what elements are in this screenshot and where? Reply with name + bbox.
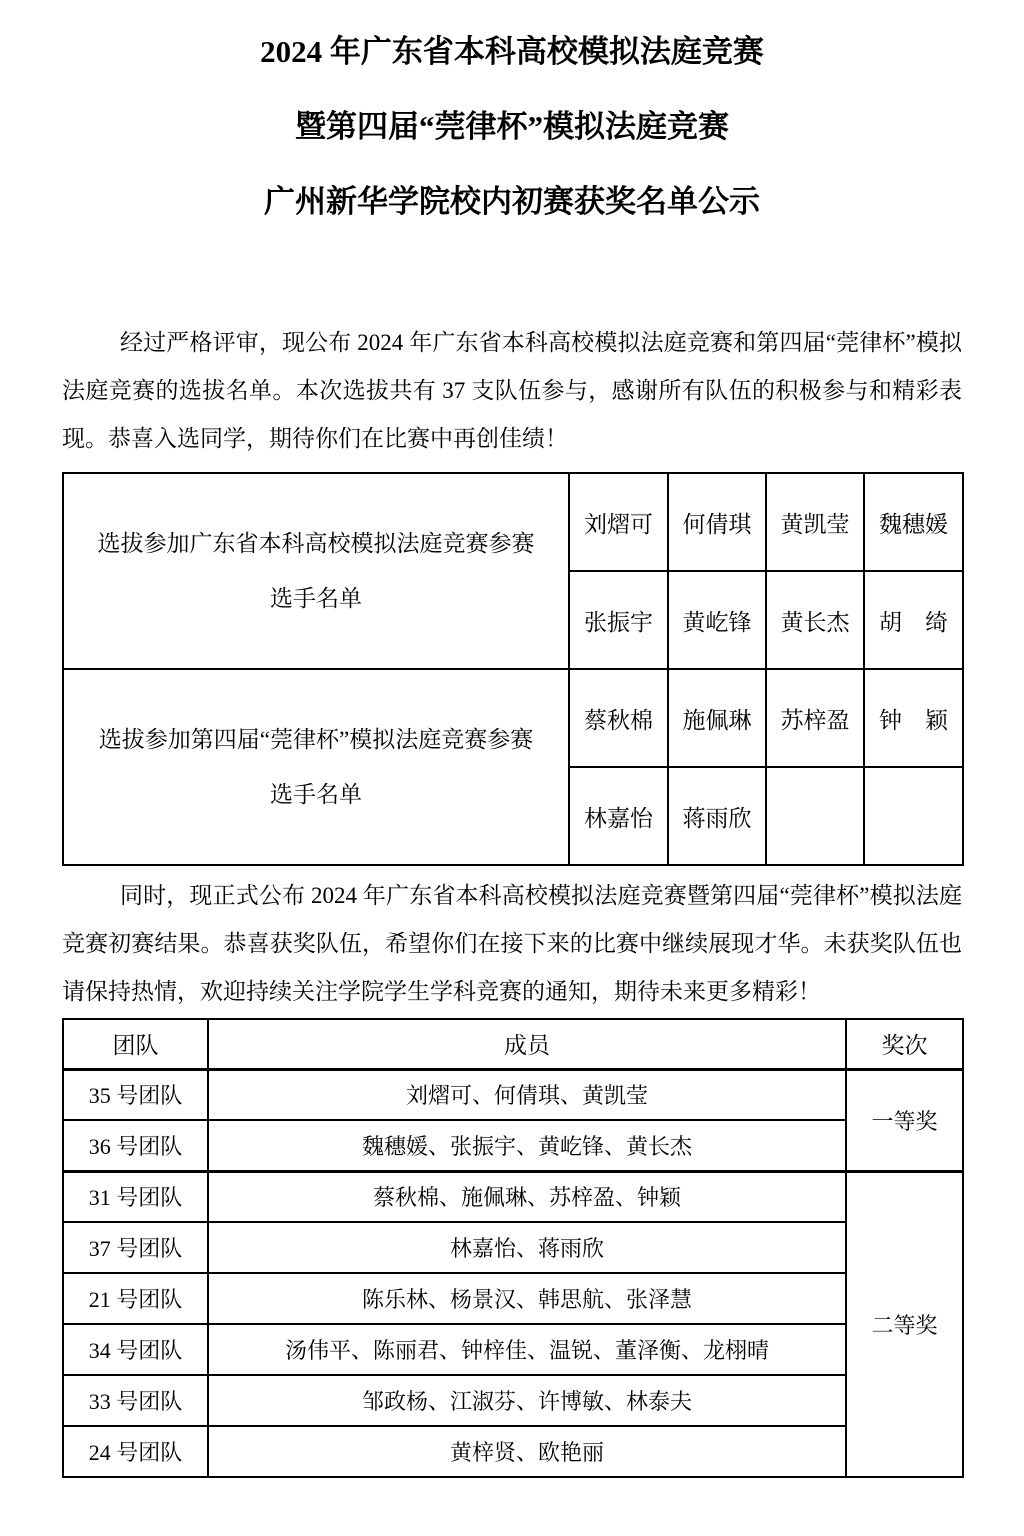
selection-table xyxy=(62,472,964,866)
team-cell: 21 号团队 xyxy=(63,1273,208,1324)
player-name-cell: 何倩琪 xyxy=(668,473,766,571)
header-members: 成员 xyxy=(208,1019,846,1069)
selection-group-1-label: 选拔参加广东省本科高校模拟法庭竞赛参赛选手名单 xyxy=(63,473,569,669)
team-cell: 33 号团队 xyxy=(63,1375,208,1426)
selection-group-2-label: 选拔参加第四届“莞律杯”模拟法庭竞赛参赛选手名单 xyxy=(63,669,569,865)
members-cell: 蔡秋棉、施佩琳、苏梓盈、钟颖 xyxy=(208,1171,846,1222)
player-name-cell: 黄凯莹 xyxy=(766,473,864,571)
doc-title-line-3: 广州新华学院校内初赛获奖名单公示 xyxy=(264,184,760,219)
team-cell: 37 号团队 xyxy=(63,1222,208,1273)
player-name-cell xyxy=(864,767,963,865)
player-name-cell: 蒋雨欣 xyxy=(668,767,766,865)
awards-row-31 xyxy=(63,1171,963,1222)
player-name-cell: 魏穗媛 xyxy=(864,473,963,571)
awards-row-35 xyxy=(63,1069,963,1120)
selection-row-1 xyxy=(63,473,963,571)
members-cell: 邹政杨、江淑芬、许博敏、林泰夫 xyxy=(208,1375,846,1426)
selection-row-3 xyxy=(63,669,963,767)
player-name-cell: 胡 绮 xyxy=(864,571,963,669)
awards-row-33 xyxy=(63,1375,963,1426)
awards-row-37 xyxy=(63,1222,963,1273)
members-cell: 刘熠可、何倩琪、黄凯莹 xyxy=(208,1069,846,1120)
intro-paragraph: 经过严格评审，现公布 2024 年广东省本科高校模拟法庭竞赛和第四届“莞律杯”模拟法庭竞赛的选拔名单。本次选拔共有 37 支队伍参与，感谢所有队伍的积极参与和精彩表现。恭喜入选同学，期待你们在比赛中再创佳绩！ xyxy=(62,330,962,451)
player-name-cell xyxy=(766,767,864,865)
player-name-cell: 张振宇 xyxy=(569,571,668,669)
player-name-cell: 刘熠可 xyxy=(569,473,668,571)
player-name-cell: 黄屹锋 xyxy=(668,571,766,669)
player-name-cell: 苏梓盈 xyxy=(766,669,864,767)
team-cell: 36 号团队 xyxy=(63,1120,208,1171)
title-body-spacer xyxy=(62,239,962,297)
members-cell: 林嘉怡、蒋雨欣 xyxy=(208,1222,846,1273)
team-cell: 31 号团队 xyxy=(63,1171,208,1222)
results-paragraph: 同时，现正式公布 2024 年广东省本科高校模拟法庭竞赛暨第四届“莞律杯”模拟法庭竞赛初赛结果。恭喜获奖队伍，希望你们在接下来的比赛中继续展现才华。未获奖队伍也请保持热情，欢迎持续关注学院学生学科竞赛的通知，期待未来更多精彩！ xyxy=(62,883,962,1004)
award-second-prize: 二等奖 xyxy=(846,1171,963,1477)
awards-row-34 xyxy=(63,1324,963,1375)
doc-title-line-2: 暨第四届“莞律杯”模拟法庭竞赛 xyxy=(295,109,729,144)
members-cell: 陈乐林、杨景汉、韩思航、张泽慧 xyxy=(208,1273,846,1324)
player-name-cell: 钟 颖 xyxy=(864,669,963,767)
members-cell: 汤伟平、陈丽君、钟梓佳、温锐、董泽衡、龙栩晴 xyxy=(208,1324,846,1375)
player-name-cell: 黄长杰 xyxy=(766,571,864,669)
doc-title-line-1: 2024 年广东省本科高校模拟法庭竞赛 xyxy=(260,34,764,69)
team-cell: 24 号团队 xyxy=(63,1426,208,1477)
awards-header-row xyxy=(63,1019,963,1069)
awards-row-21 xyxy=(63,1273,963,1324)
team-cell: 34 号团队 xyxy=(63,1324,208,1375)
award-first-prize: 一等奖 xyxy=(846,1069,963,1171)
header-team: 团队 xyxy=(63,1019,208,1069)
team-cell: 35 号团队 xyxy=(63,1069,208,1120)
members-cell: 黄梓贤、欧艳丽 xyxy=(208,1426,846,1477)
awards-table xyxy=(62,1018,964,1478)
awards-row-36 xyxy=(63,1120,963,1171)
awards-row-24 xyxy=(63,1426,963,1477)
player-name-cell: 施佩琳 xyxy=(668,669,766,767)
player-name-cell: 蔡秋棉 xyxy=(569,669,668,767)
player-name-cell: 林嘉怡 xyxy=(569,767,668,865)
header-award: 奖次 xyxy=(846,1019,963,1069)
members-cell: 魏穗媛、张振宇、黄屹锋、黄长杰 xyxy=(208,1120,846,1171)
